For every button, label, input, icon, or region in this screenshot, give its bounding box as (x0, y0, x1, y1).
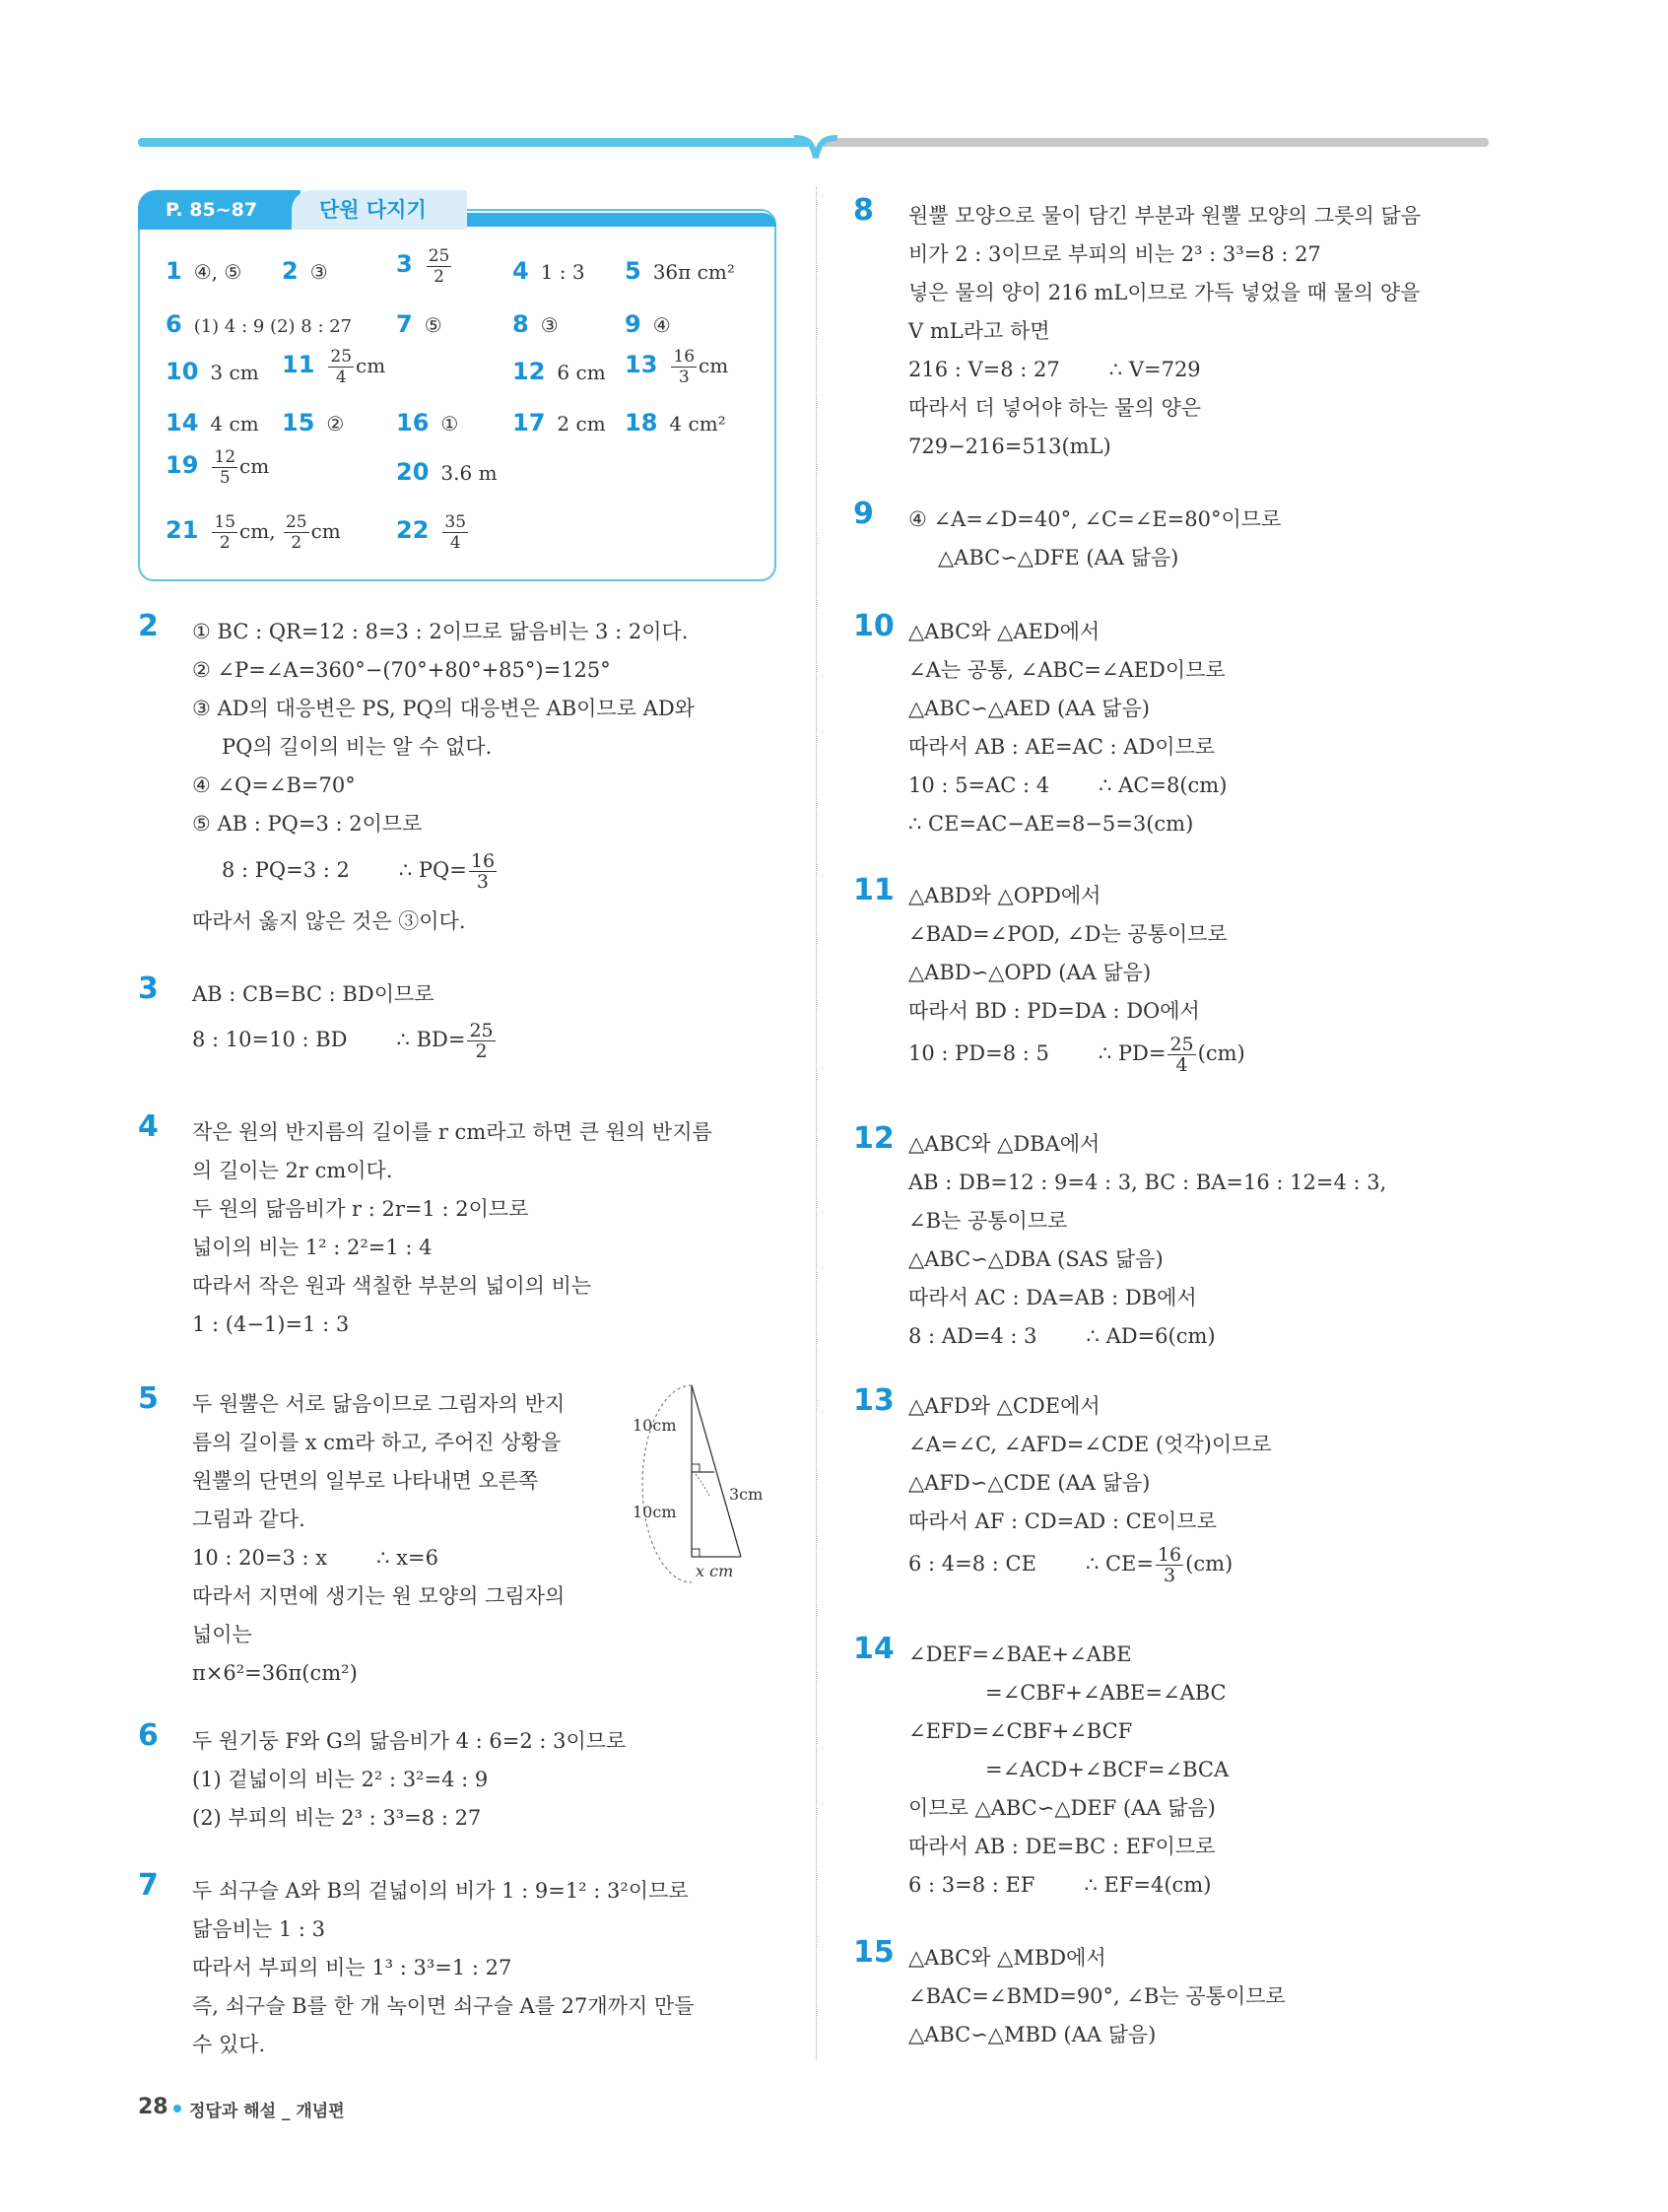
q14-line-7: 6 : 3=8 : EF ∴ EF=4(cm) (908, 1873, 1212, 1897)
q13-number: 13 (853, 1383, 895, 1418)
q13-line-3: △AFD∽△CDE (AA 닮음) (908, 1471, 1151, 1495)
q7-line-1: 두 쇠구슬 A와 B의 겉넓이의 비가 1 : 9=1² : 3²이므로 (192, 1879, 689, 1903)
q7-number: 7 (138, 1868, 159, 1903)
q3-number: 3 (138, 972, 159, 1006)
answer-18: 18 4 cm² (625, 409, 726, 436)
q10-number: 10 (853, 609, 895, 643)
q5-number: 5 (138, 1381, 159, 1416)
q8-line-7: 729−216=513(mL) (908, 435, 1111, 458)
q2-number: 2 (138, 609, 159, 643)
q5-line-3: 원뿔의 단면의 일부로 나타내면 오른쪽 (192, 1469, 539, 1493)
footer-bullet (173, 2105, 181, 2112)
q2-line-7: 8 : PQ=3 : 2 ∴ PQ= $\frac{16}{3}$ (222, 850, 496, 893)
q8-number: 8 (853, 193, 874, 228)
header-bar-notch (794, 132, 837, 162)
q2-line-6: ⑤ AB : PQ=3 : 2이므로 (192, 812, 423, 836)
q15-number: 15 (853, 1935, 895, 1970)
fig-label-10cm-bottom: 10cm (633, 1503, 677, 1521)
answer-12: 12 6 cm (512, 358, 606, 385)
cone-cross-section-figure (631, 1377, 778, 1584)
q11-line-2: ∠BAD=∠POD, ∠D는 공통이므로 (908, 922, 1228, 946)
q11-number: 11 (853, 873, 895, 907)
q5-line-4: 그림과 같다. (192, 1508, 305, 1531)
q7-line-3: 따라서 부피의 비는 1³ : 3³=1 : 27 (192, 1956, 512, 1979)
q15-line-1: △ABC와 △MBD에서 (908, 1946, 1106, 1970)
header-bar-right (824, 138, 1489, 147)
q13-line-1: △AFD와 △CDE에서 (908, 1394, 1101, 1418)
q2-line-2: ② ∠P=∠A=360°−(70°+80°+85°)=125° (192, 658, 611, 682)
q15-line-2: ∠BAC=∠BMD=90°, ∠B는 공통이므로 (908, 1984, 1286, 2008)
q8-line-2: 비가 2 : 3이므로 부피의 비는 2³ : 3³=8 : 27 (908, 242, 1321, 266)
fig-label-10cm-top: 10cm (633, 1416, 677, 1435)
q2-line-5: ④ ∠Q=∠B=70° (192, 773, 356, 797)
answer-19: 19 $\frac{12}{5}$ cm (166, 447, 270, 488)
fig-label-xcm: x cm (696, 1562, 734, 1580)
q4-line-6: 1 : (4−1)=1 : 3 (192, 1312, 350, 1336)
q13-line-2: ∠A=∠C, ∠AFD=∠CDE (엇각)이므로 (908, 1433, 1272, 1456)
section-title-tab: 단원 다지기 (292, 190, 467, 230)
q14-line-5: 이므로 △ABC∽△DEF (AA 닮음) (908, 1796, 1216, 1820)
answer-7: 7 ⑤ (396, 310, 442, 338)
answer-8: 8 ③ (512, 310, 559, 338)
q3-line-2: 8 : 10=10 : BD ∴ BD= $\frac{25}{2}$ (192, 1020, 494, 1062)
q5-line-2: 름의 길이를 x cm라 하고, 주어진 상황을 (192, 1431, 562, 1454)
q14-line-2: =∠CBF+∠ABE=∠ABC (985, 1681, 1227, 1705)
q6-line-2: (1) 겉넓이의 비는 2² : 3²=4 : 9 (192, 1768, 489, 1791)
q8-line-3: 넣은 물의 양이 216 mL이므로 가득 넣었을 때 물의 양을 (908, 281, 1421, 304)
q14-line-6: 따라서 AB : DE=BC : EF이므로 (908, 1835, 1216, 1858)
q4-line-3: 두 원의 닮음비가 r : 2r=1 : 2이므로 (192, 1197, 529, 1221)
q10-line-2: ∠A는 공통, ∠ABC=∠AED이므로 (908, 658, 1226, 682)
q4-line-1: 작은 원의 반지름의 길이를 r cm라고 하면 큰 원의 반지름 (192, 1120, 712, 1144)
q13-line-4: 따라서 AF : CD=AD : CE이므로 (908, 1509, 1217, 1533)
q12-number: 12 (853, 1121, 895, 1156)
q4-number: 4 (138, 1109, 159, 1144)
answer-17: 17 2 cm (512, 409, 606, 436)
column-divider (816, 187, 817, 2059)
answer-13: 13 $\frac{16}{3}$ cm (625, 347, 729, 387)
q12-line-5: 따라서 AC : DA=AB : DB에서 (908, 1286, 1197, 1309)
q6-line-1: 두 원기둥 F와 G의 닮음비가 4 : 6=2 : 3이므로 (192, 1729, 627, 1753)
q14-line-1: ∠DEF=∠BAE+∠ABE (908, 1642, 1132, 1666)
q3-line-1: AB : CB=BC : BD이므로 (192, 982, 434, 1006)
q4-line-5: 따라서 작은 원과 색칠한 부분의 넓이의 비는 (192, 1274, 592, 1298)
q4-line-2: 의 길이는 2r cm이다. (192, 1159, 393, 1182)
page-number: 28 (138, 2095, 168, 2119)
q10-line-1: △ABC와 △AED에서 (908, 620, 1101, 643)
q15-line-3: △ABC∽△MBD (AA 닮음) (908, 2023, 1157, 2046)
answer-21: 21 $\frac{15}{2}$ cm, $\frac{25}{2}$ cm (166, 512, 341, 553)
answer-9: 9 ④ (625, 310, 671, 338)
q12-line-1: △ABC와 △DBA에서 (908, 1132, 1101, 1156)
q12-line-6: 8 : AD=4 : 3 ∴ AD=6(cm) (908, 1324, 1216, 1348)
answer-2: 2 ③ (282, 257, 328, 285)
answer-3: 3 $\frac{25}{2}$ (396, 246, 450, 287)
answer-10: 10 3 cm (166, 358, 259, 385)
fig-label-3cm: 3cm (729, 1485, 764, 1504)
q10-line-6: ∴ CE=AC−AE=8−5=3(cm) (908, 812, 1194, 836)
answer-16: 16 ① (396, 409, 459, 436)
q13-line-5: 6 : 4=8 : CE ∴ CE= $\frac{16}{3}$ (cm) (908, 1544, 1234, 1586)
answer-20: 20 3.6 m (396, 458, 498, 486)
answer-6: 6 (1) 4 : 9 (2) 8 : 27 (166, 310, 353, 338)
answer-11: 11 $\frac{25}{4}$ cm (282, 347, 386, 387)
q7-line-5: 수 있다. (192, 2033, 266, 2056)
q11-line-3: △ABD∽△OPD (AA 닮음) (908, 961, 1152, 984)
q10-line-5: 10 : 5=AC : 4 ∴ AC=8(cm) (908, 773, 1228, 797)
answer-15: 15 ② (282, 409, 345, 436)
q8-line-6: 따라서 더 넣어야 하는 물의 양은 (908, 396, 1202, 420)
q9-line-2: △ABC∽△DFE (AA 닮음) (938, 546, 1179, 570)
footer-title: 정답과 해설 _ 개념편 (189, 2102, 345, 2121)
q7-line-2: 닮음비는 1 : 3 (192, 1917, 325, 1941)
q8-line-4: V mL라고 하면 (908, 319, 1050, 343)
q6-number: 6 (138, 1718, 159, 1753)
q11-line-1: △ABD와 △OPD에서 (908, 884, 1101, 907)
q11-line-4: 따라서 BD : PD=DA : DO에서 (908, 999, 1200, 1023)
q10-line-4: 따라서 AB : AE=AC : AD이므로 (908, 735, 1216, 759)
q7-line-4: 즉, 쇠구슬 B를 한 개 녹이면 쇠구슬 A를 27개까지 만들 (192, 1994, 695, 2018)
answer-1: 1 ④, ⑤ (166, 257, 242, 285)
q5-line-7: 넓이는 (192, 1623, 252, 1646)
q8-line-5: 216 : V=8 : 27 ∴ V=729 (908, 358, 1201, 381)
answer-14: 14 4 cm (166, 409, 259, 436)
q12-line-4: △ABC∽△DBA (SAS 닮음) (908, 1247, 1164, 1271)
answer-5: 5 36π cm² (625, 257, 735, 285)
q9-line-1: ④ ∠A=∠D=40°, ∠C=∠E=80°이므로 (908, 507, 1282, 531)
q10-line-3: △ABC∽△AED (AA 닮음) (908, 697, 1150, 720)
q5-line-8: π×6²=36π(cm²) (192, 1661, 358, 1685)
q4-line-4: 넓이의 비는 1² : 2²=1 : 4 (192, 1236, 433, 1259)
q2-line-1: ① BC : QR=12 : 8=3 : 2이므로 닮음비는 3 : 2이다. (192, 620, 689, 643)
q12-line-3: ∠B는 공통이므로 (908, 1209, 1068, 1233)
q14-line-4: =∠ACD+∠BCF=∠BCA (985, 1758, 1230, 1781)
header-bar-left (138, 138, 808, 147)
q11-line-5: 10 : PD=8 : 5 ∴ PD= $\frac{25}{4}$ (cm) (908, 1034, 1245, 1076)
q12-line-2: AB : DB=12 : 9=4 : 3, BC : BA=16 : 12=4 : 3, (908, 1171, 1387, 1194)
q6-line-3: (2) 부피의 비는 2³ : 3³=8 : 27 (192, 1806, 482, 1830)
q14-number: 14 (853, 1632, 895, 1666)
q2-line-3: ③ AD의 대응변은 PS, PQ의 대응변은 AB이므로 AD와 (192, 697, 695, 720)
q2-line-8: 따라서 옳지 않은 것은 ③이다. (192, 909, 466, 933)
answer-22: 22 $\frac{35}{4}$ (396, 512, 467, 553)
answer-4: 4 1 : 3 (512, 257, 585, 285)
q5-line-1: 두 원뿔은 서로 닮음이므로 그림자의 반지 (192, 1392, 566, 1416)
tab-bar (467, 213, 776, 227)
q9-number: 9 (853, 497, 874, 531)
q5-line-6: 따라서 지면에 생기는 원 모양의 그림자의 (192, 1584, 566, 1608)
q8-line-1: 원뿔 모양으로 물이 담긴 부분과 원뿔 모양의 그릇의 닮음 (908, 204, 1421, 228)
q2-line-4: PQ의 길이의 비는 알 수 없다. (222, 735, 493, 759)
q5-line-5: 10 : 20=3 : x ∴ x=6 (192, 1546, 438, 1570)
q14-line-3: ∠EFD=∠CBF+∠BCF (908, 1719, 1133, 1743)
page-range-tab: P. 85~87 (138, 190, 300, 230)
